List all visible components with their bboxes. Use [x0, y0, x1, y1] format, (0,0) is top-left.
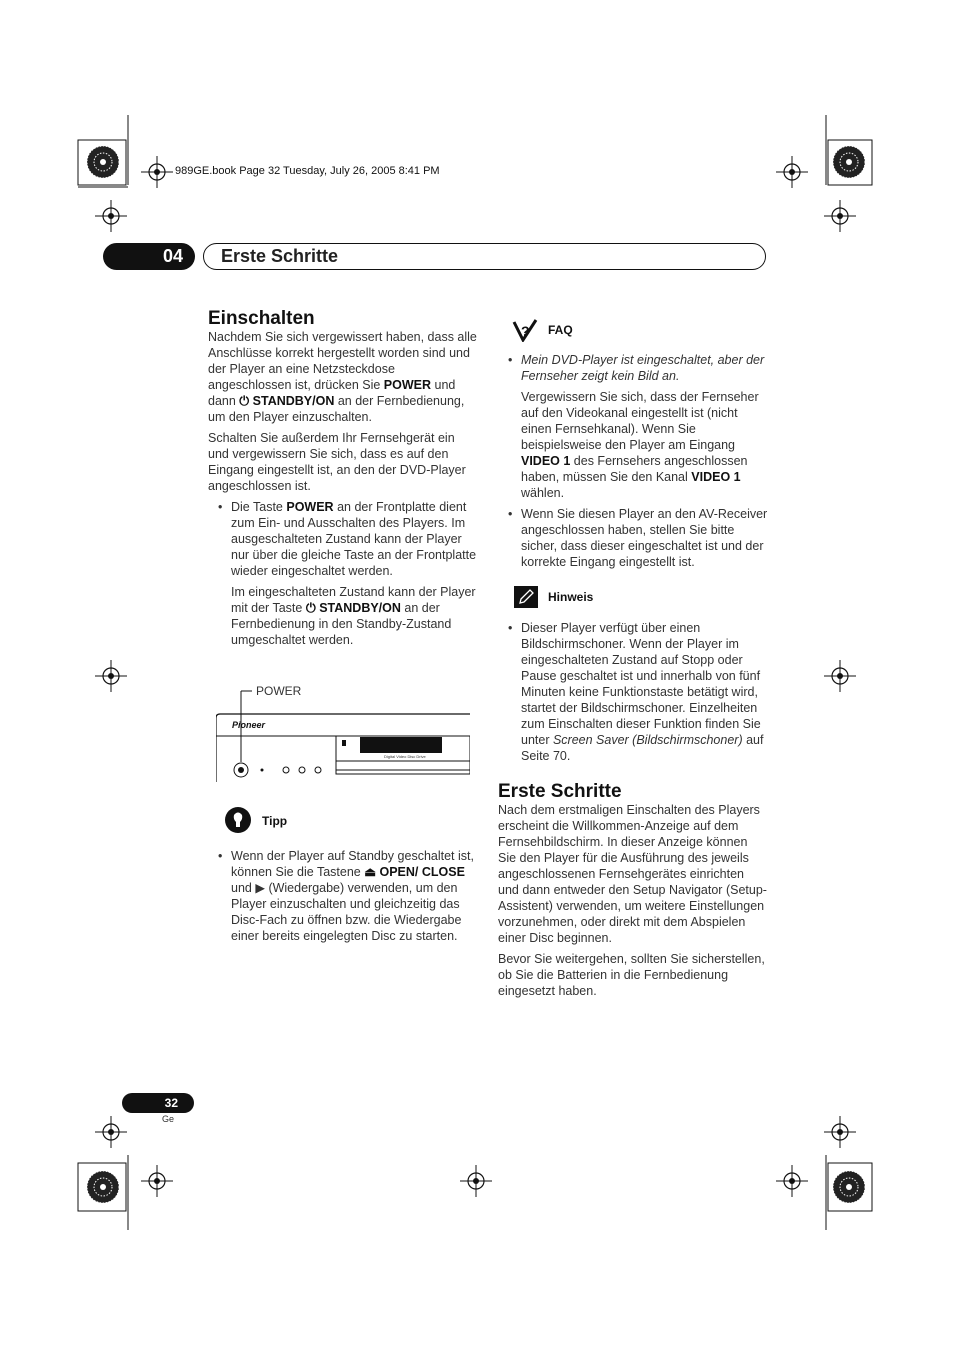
list-item: • Wenn Sie diesen Player an den AV-Receiver angeschlossen haben, stellen Sie bitte sicher, dass dieser eingeschaltet ist und der korrekte Eingang eingestellt ist. — [508, 507, 768, 569]
print-header: 989GE.book Page 32 Tuesday, July 26, 2005 8:41 PM — [175, 165, 440, 177]
pencil-note-icon — [514, 586, 538, 608]
list-item-continuation: Im eingeschalteten Zustand kann der Player mit der Taste ⏻ STANDBY/ON an der Fernbedienung in den Standby-Zustand umgeschaltet werden. — [231, 585, 476, 647]
svg-text:?: ? — [521, 323, 530, 339]
list-item: • Mein DVD-Player ist eingeschaltet, aber der Fernseher zeigt kein Bild an. Vergewissern Sie sich, dass der Fernseher auf den Videokanal eingestellt ist (nicht einen Fernsehkanal). Wenn Sie beispielsweise den Player am Eingang VIDEO 1 des Fernsehers angeschlossen haben, müssen Sie den Kanal VIDEO 1 wählen. — [498, 352, 768, 501]
play-icon: ▶ — [255, 881, 265, 895]
question-check-icon — [512, 318, 538, 342]
tip-section — [208, 806, 478, 949]
power-callout-label: POWER — [256, 684, 302, 698]
left-column — [208, 308, 478, 653]
section-heading-erste-schritte: Erste Schritte — [498, 781, 622, 802]
section-heading-einschalten: Einschalten — [208, 308, 315, 329]
language-code: Ge — [162, 1114, 175, 1124]
list-item: • Dieser Player verfügt über einen Bildschirmschoner. Wenn der Player im eingeschalteten Zustand auf Stopp oder Pause geschaltet ist und innerhalb von fünf Minuten keine Funktionstaste betätigt wird, startet der Bildschirmschoner. Einzelheiten zum Einschalten dieser Funktion finden Sie unter Screen Saver (Bildschirmschoner) auf Seite 70. — [508, 621, 764, 763]
chapter-title: Erste Schritte — [203, 243, 766, 270]
chapter-number: 04 — [103, 243, 195, 270]
einschalten-paragraph-2: Schalten Sie außerdem Ihr Fernsehgerät ein und vergewissern Sie sich, dass es auf den Eingang eingestellt ist, an den der DVD-Player angeschlossen ist. — [208, 431, 466, 493]
standby-icon: ⏻ — [305, 601, 316, 615]
tip-title: Tipp — [262, 814, 288, 828]
eject-icon: ⏏ — [364, 865, 377, 879]
right-column — [498, 318, 768, 1004]
faq-question: Mein DVD-Player ist eingeschaltet, aber der Fernseher zeigt kein Bild an. — [521, 353, 765, 383]
list-item: • Die Taste POWER an der Frontplatte dient zum Ein- und Ausschalten des Players. Im ausgeschalteten Zustand kann der Player nur über die gleiche Taste an der Frontplatte wieder eingeschaltet werden. Im eingeschalteten Zustand kann der Player mit der Taste ⏻ STANDBY/ON an der Fernbedienung in den Standby-Zustand umgeschaltet werden. — [218, 500, 477, 647]
faq-answer: Vergewissern Sie sich, dass der Fernseher auf den Videokanal eingestellt ist (nicht einen Fernsehkanal). Wenn Sie beispielsweise den Player am Eingang VIDEO 1 des Fernsehers angeschlossen haben, müssen Sie den Kanal VIDEO 1 wählen. — [521, 390, 759, 500]
player-front-panel-figure — [216, 682, 470, 784]
list-item: • Wenn der Player auf Standby geschaltet ist, können Sie die Tastene ⏏ OPEN/ CLOSE und ▶ (Wiedergabe) verwenden, um den Player einzuschalten und gleichzeitig das Disc-Fach zu öffnen bzw. die Wiedergabe einer bereits eingelegten Disc zu starten. — [218, 849, 474, 943]
lightbulb-icon — [224, 806, 252, 836]
brand-logo: Pioneer — [232, 720, 266, 730]
note-title: Hinweis — [548, 590, 594, 604]
erste-schritte-paragraph-2: Bevor Sie weitergehen, sollten Sie sicherstellen, ob Sie die Batterien in die Fernbedienung eingesetzt haben. — [498, 952, 765, 998]
standby-icon: ⏻ — [239, 394, 250, 408]
faq-title: FAQ — [548, 323, 573, 337]
page-number: 32 — [122, 1093, 194, 1113]
einschalten-paragraph-1: Nachdem Sie sich vergewissert haben, dass alle Anschlüsse korrekt hergestellt worden sind und der Player an eine Netzsteckdose angeschlossen ist, drücken Sie POWER und dann ⏻ STANDBY/ON an der Fernbedienung, um den Player einzuschalten. — [208, 330, 477, 424]
figure-caption: Digital Video Disc Drive — [384, 754, 426, 759]
player-drawing — [216, 682, 470, 784]
erste-schritte-paragraph-1: Nach dem erstmaligen Einschalten des Players erscheint die Willkommen-Anzeige auf dem Fernsehbildschirm. In dieser Anzeige können Sie den Player für die Ausführung des jeweils angeschlossenen Fernsehgerätes einrichten und dann entweder den Setup Navigator (Setup-Assistent) verwenden, um weitere Einstellungen vorzunehmen, oder direkt mit dem Abspielen einer Disc beginnen. — [498, 803, 767, 945]
